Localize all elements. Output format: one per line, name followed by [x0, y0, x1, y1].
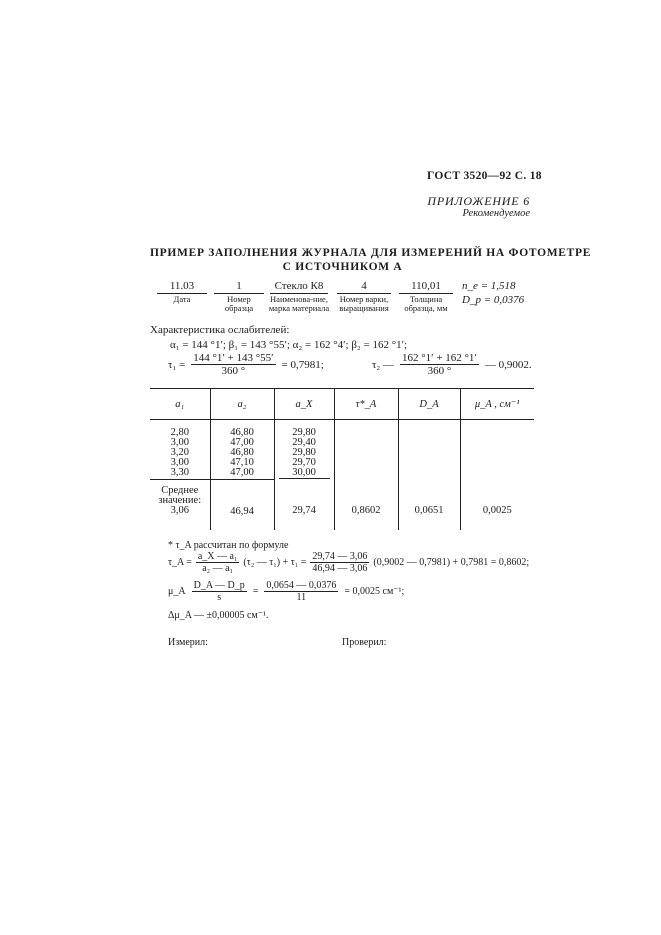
table-cell: 3,06: [170, 504, 189, 516]
field-material-label: Наименова-ние, марка материала: [268, 294, 330, 313]
tau-footnote: * τ_A рассчитан по формуле: [168, 540, 289, 551]
table-cell: 47,00: [230, 437, 254, 448]
attenuators-heading: Характеристика ослабителей:: [150, 324, 290, 336]
field-thickness-label: Толщина образца, мм: [404, 294, 448, 313]
measured-by-label: Измерил:: [168, 637, 208, 648]
mu-formula-rhs: = 0,0025 см⁻¹;: [344, 586, 405, 597]
col-header-a2: a₂: [210, 389, 274, 420]
attenuator-angles: α₁ = 144 °1′; β₁ = 143 °55′; α₂ = 162 °4′; β₂ = 162 °1′;: [170, 339, 408, 351]
tau-fraction-2-num: 29,74 — 3,06: [312, 551, 368, 562]
table-cell: 3,30: [170, 467, 189, 478]
tau2-formula: [372, 352, 532, 377]
tau2-fraction: [400, 352, 479, 377]
table-row: [150, 420, 534, 480]
field-sample-value: 1: [236, 280, 242, 292]
mu-fraction-2-num: 0,0654 — 0,0376: [266, 580, 337, 591]
tau1-formula: [168, 352, 324, 377]
refractive-index: n_e = 1,518: [462, 280, 516, 292]
tau2-denominator: 360 °: [427, 365, 452, 377]
table-cell: 3,20: [170, 447, 189, 458]
table-cell: 0,0651: [398, 479, 460, 530]
tau-fraction-2: [310, 551, 369, 574]
table-cell: 29,74: [274, 479, 334, 530]
col-header-a1: a₁: [150, 389, 210, 420]
col-header-ax: a_X: [274, 389, 334, 420]
mu-fraction-1-num: D_A — D_p: [193, 580, 245, 591]
mu-formula-eq: =: [252, 586, 259, 597]
field-batch-value: 4: [361, 280, 367, 292]
tau1-lhs: τ₁ =: [168, 358, 186, 371]
tau2-numerator: 162 °1′ + 162 °1′: [402, 352, 477, 364]
field-sample-label: Номер образца: [224, 294, 254, 313]
annex-label: ПРИЛОЖЕНИЕ 6: [427, 194, 530, 208]
mu-fraction-2: [264, 580, 338, 603]
annex-status: Рекомендуемое: [462, 208, 530, 219]
title-line-1: ПРИМЕР ЗАПОЛНЕНИЯ ЖУРНАЛА ДЛЯ ИЗМЕРЕНИЙ НА ФОТОМЕТРЕ: [150, 247, 592, 259]
tau-formula-rhs: (0,9002 — 0,7981) + 0,7981 = 0,8602;: [373, 557, 530, 568]
tau-formula-lhs: τ_A =: [168, 557, 192, 568]
mu-formula: [168, 580, 404, 603]
mean-label-cell: [150, 479, 210, 530]
mean-label: Среднее значение:: [158, 484, 202, 506]
field-material-value: Стекло К8: [274, 280, 324, 292]
tau1-numerator: 144 °1′ + 143 °55′: [193, 352, 274, 364]
measurement-table: [150, 388, 534, 530]
table-cell: 2,80: [170, 427, 189, 438]
table-cell: 3,00: [170, 437, 189, 448]
field-batch-label: Номер варки, выращивания: [339, 294, 389, 313]
table-cell: 46,80: [230, 447, 254, 458]
mu-fraction-1-den: s: [217, 592, 222, 603]
tau-fraction-1-den: a₂ — a₁: [202, 563, 234, 574]
delta-mu: Δμ_A — ±0,00005 см⁻¹.: [168, 610, 269, 621]
field-thickness-value: 110,01: [411, 280, 441, 292]
table-cell: 46,94: [210, 479, 274, 530]
mu-fraction-2-den: 11: [296, 592, 307, 603]
a2-values: [210, 420, 274, 480]
tau1-fraction: [191, 352, 275, 377]
table-cell: 0,8602: [334, 479, 398, 530]
checked-by-label: Проверил:: [342, 637, 387, 648]
tau-formula-mid: (τ₂ — τ₁) + τ₁ =: [243, 557, 307, 568]
tau-fraction-2-den: 46,94 — 3,06: [312, 563, 368, 574]
title-line-2: С ИСТОЧНИКОМ A: [282, 261, 403, 273]
field-date-value: 11.03: [169, 280, 195, 292]
table-cell: 30,00: [279, 468, 330, 479]
table-cell: 29,40: [292, 437, 316, 448]
density-dp: D_p = 0,0376: [462, 294, 525, 306]
col-header-mu: μ_A , см⁻¹: [460, 389, 534, 420]
tau-formula: [168, 551, 529, 574]
table-cell: 29,80: [292, 427, 316, 438]
document-header: ГОСТ 3520—92 С. 18: [427, 170, 542, 182]
table-cell: 47,10: [230, 457, 254, 468]
d-empty: [398, 420, 460, 480]
mean-row: [150, 479, 534, 530]
tau2-lhs: τ₂ —: [372, 358, 395, 371]
col-header-tau: τ*_A: [334, 389, 398, 420]
table-cell: 46,80: [230, 427, 254, 438]
mu-fraction-1: [192, 580, 247, 603]
tau-fraction-1: [196, 551, 240, 574]
table-cell: 29,70: [292, 457, 316, 468]
tau1-result: = 0,7981;: [281, 358, 324, 371]
tau-empty: [334, 420, 398, 480]
field-date-label: Дата: [173, 294, 191, 304]
tau1-denominator: 360 °: [221, 365, 246, 377]
table-cell: 3,00: [170, 457, 189, 468]
table-header-row: [150, 389, 534, 420]
table-cell: 29,80: [292, 447, 316, 458]
tau-fraction-1-num: a_X — a₁: [197, 551, 238, 562]
a1-values: [150, 420, 210, 480]
ax-values: [274, 420, 334, 480]
tau2-result: — 0,9002.: [484, 358, 532, 371]
table-cell: 0,0025: [460, 479, 534, 530]
mu-empty: [460, 420, 534, 480]
mu-formula-lhs: μ_A: [168, 586, 186, 597]
col-header-d: D_A: [398, 389, 460, 420]
table-cell: 47,00: [230, 467, 254, 478]
